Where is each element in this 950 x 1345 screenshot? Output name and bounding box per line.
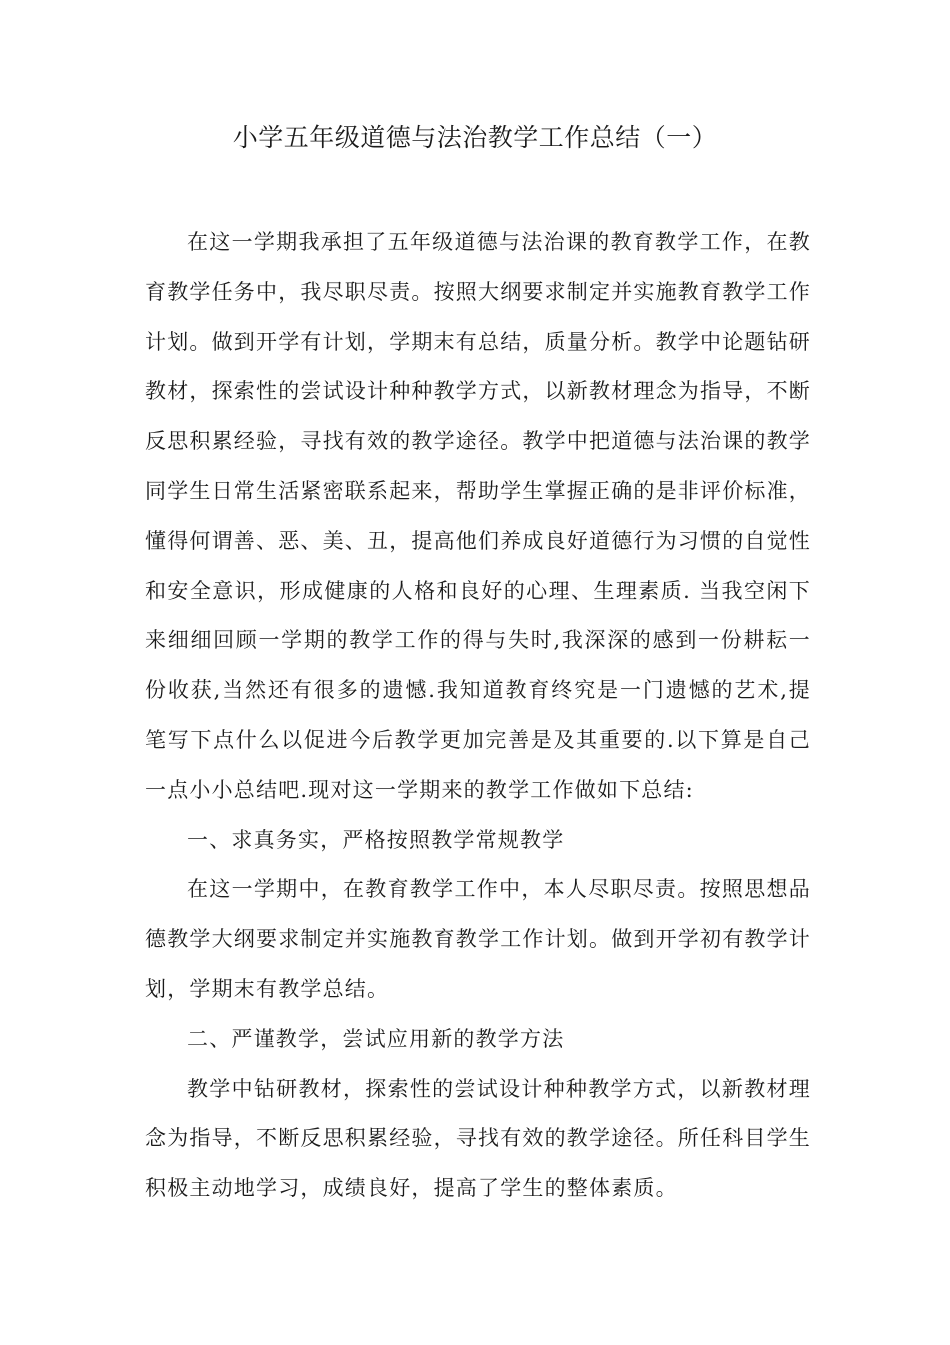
document-title: 小学五年级道德与法治教学工作总结（一） bbox=[232, 123, 718, 152]
paragraph-intro: 在这一学期我承担了五年级道德与法治课的教育教学工作，在教育教学任务中，我尽职尽责。按照大纲要求制定并实施教育教学工作计划。做到开学有计划，学期末有总结，质量分析。教学中论题钻研教材，探索性的尝试设计种种教学方式，以新教材理念为指导，不断反思积累经验，寻找有效的教学途径。教学中把道德与法治课的教学同学生日常生活紧密联系起来，帮助学生掌握正确的是非评价标准，懂得何谓善、恶、美、丑，提高他们养成良好道德行为习惯的自觉性和安全意识，形成健康的人格和良好的心理、生理素质. 当我空闲下来细细回顾一学期的教学工作的得与失时,我深深的感到一份耕耘一份收获,当然还有很多的遗憾.我知道教育终究是一门遗憾的艺术,提笔写下点什么以促进今后教学更加完善是及其重要的.以下算是自己一点小小总结吧.现对这一学期来的教学工作做如下总结: bbox=[145, 230, 811, 802]
paragraph-section-2: 教学中钻研教材，探索性的尝试设计种种教学方式，以新教材理念为指导，不断反思积累经验，寻找有效的教学途径。所任科目学生积极主动地学习，成绩良好，提高了学生的整体素质。 bbox=[145, 1076, 811, 1201]
section-heading-2: 二、严谨教学，尝试应用新的教学方法 bbox=[187, 1026, 565, 1051]
document-body bbox=[145, 218, 811, 1214]
paragraph-section-1: 在这一学期中，在教育教学工作中，本人尽职尽责。按照思想品德教学大纲要求制定并实施教育教学工作计划。做到开学初有教学计划，学期末有教学总结。 bbox=[145, 877, 811, 1001]
section-heading-1: 一、求真务实，严格按照教学常规教学 bbox=[187, 827, 565, 852]
